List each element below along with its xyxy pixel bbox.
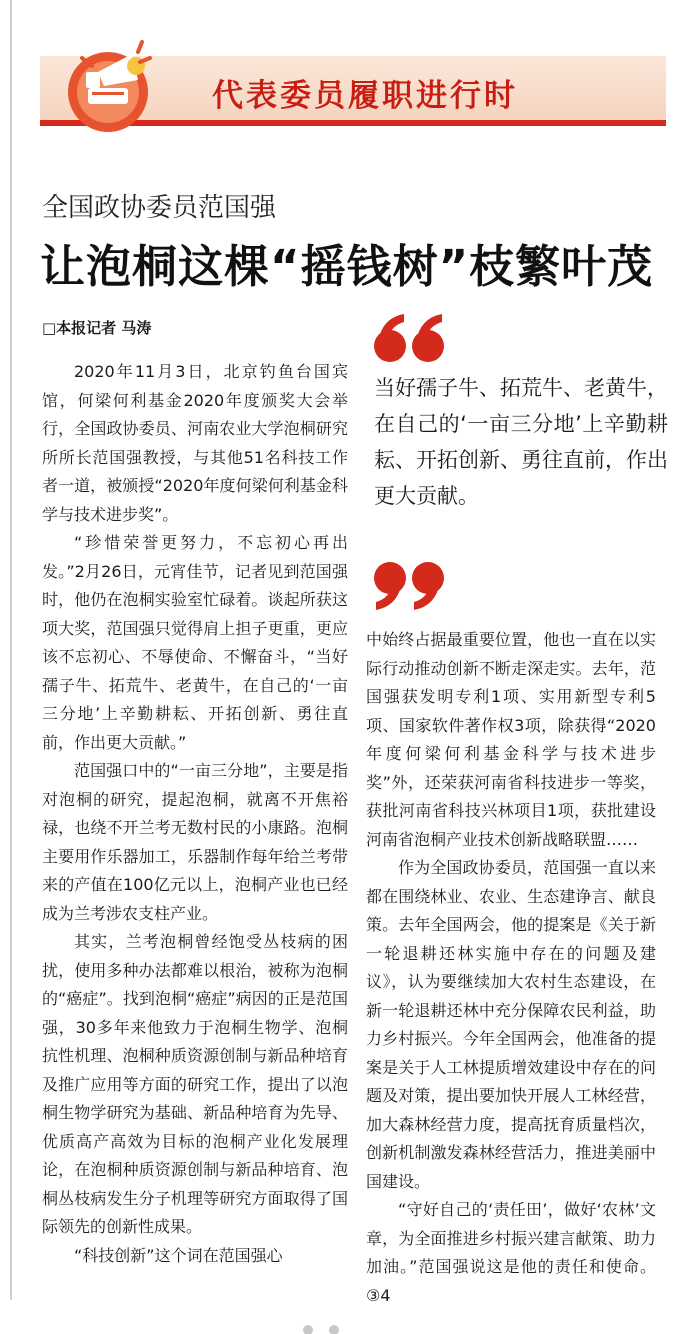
- article-headline: 让泡桐这棵“摇钱树”枝繁叶茂: [40, 240, 654, 293]
- article-paragraph: 2020年11月3日，北京钓鱼台国宾馆，何梁何利基金2020年度颁奖大会举行，全国政协委员、河南农业大学泡桐研究所所长范国强教授，与其他51名科技工作者一道，被颁授“2020年度何梁何利基金科学与技术进步奖”。: [42, 362, 348, 524]
- article-paragraph: 范国强口中的“一亩三分地”，主要是指对泡桐的研究，提起泡桐，就离不开焦裕禄，也绕不开兰考无数村民的小康路。泡桐主要用作乐器加工，乐器制作每年给兰考带来的产值在100亿元以上，泡桐产业也已经成为兰考涉农支柱产业。: [42, 761, 348, 923]
- article-paragraph: 中始终占据最重要位置，他也一直在以实际行动推动创新不断走深走实。去年，范国强获发明专利1项、实用新型专利5项、国家软件著作权3项，除获得“2020年度何梁何利基金科学与技术进步奖”外，还荣获河南省科技进步一等奖，获批河南省科技兴林项目1项，获批建设河南省泡桐产业技术创新战略联盟……: [366, 630, 656, 849]
- article-right-column: [366, 626, 656, 1310]
- pull-quote: 当好孺子牛、拓荒牛、老黄牛，在自己的‘一亩三分地’上辛勤耕耘、开拓创新、勇往直前，作出更大贡献。: [374, 376, 668, 508]
- article-kicker: 全国政协委员范国强: [42, 193, 277, 223]
- article-paragraph: “珍惜荣誉更努力，不忘初心再出发。”2月26日，元宵佳节，记者见到范国强时，他仍在泡桐实验室忙碌着。谈起所获这项大奖，范国强只觉得肩上担子更重，更应该不忘初心、不辱使命、不懈奋斗，“当好孺子牛、拓荒牛、老黄牛，在自己的‘一亩三分地’上辛勤耕耘、开拓创新、勇往直前，作出更大贡献。”: [42, 533, 348, 752]
- close-quote-icon: [372, 558, 452, 612]
- article-left-column: [42, 358, 348, 1270]
- page-edge: [10, 0, 12, 1300]
- article-paragraph: “科技创新”这个词在范国强心: [74, 1245, 283, 1265]
- article-paragraph: “守好自己的‘责任田’，做好‘农林’文章，为全面推进乡村振兴建言献策、助力加油。”范国强说这是他的责任和使命。③4: [366, 1200, 656, 1305]
- article-byline: □本报记者 马涛: [42, 319, 152, 337]
- banner-title: 代表委员履职进行时: [212, 78, 518, 114]
- article-paragraph: 作为全国政协委员，范国强一直以来都在围绕林业、农业、生态建诤言、献良策。去年全国两会，他的提案是《关于新一轮退耕还林实施中存在的问题及建议》，认为要继续加大农村生态建设，在新一轮退耕还林中充分保障农民利益，助力乡村振兴。今年全国两会，他准备的提案是关于人工林提质增效建设中存在的问题及对策，提出要加快开展人工林经营，加大森林经营力度，提高抚育质量档次，创新机制激发森林经营活力，推进美丽中国建设。: [366, 858, 656, 1191]
- open-quote-icon: [372, 312, 452, 366]
- article-paragraph: 其实，兰考泡桐曾经饱受丛枝病的困扰，使用多种办法都难以根治，被称为泡桐的“癌症”。找到泡桐“癌症”病因的正是范国强，30多年来他致力于泡桐生物学、泡桐抗性机理、泡桐种质资源创制与新品种培育及推广应用等方面的研究工作，提出了以泡桐生物学研究为基础、新品种培育为先导、优质高产高效为目标的泡桐产业化发展理论，在泡桐种质资源创制与新品种培育、泡桐丛枝病发生分子机理等研究方面取得了国际领先的创新性成果。: [42, 932, 348, 1236]
- megaphone-icon: [58, 28, 168, 138]
- page-indicator-dots[interactable]: [298, 1324, 358, 1334]
